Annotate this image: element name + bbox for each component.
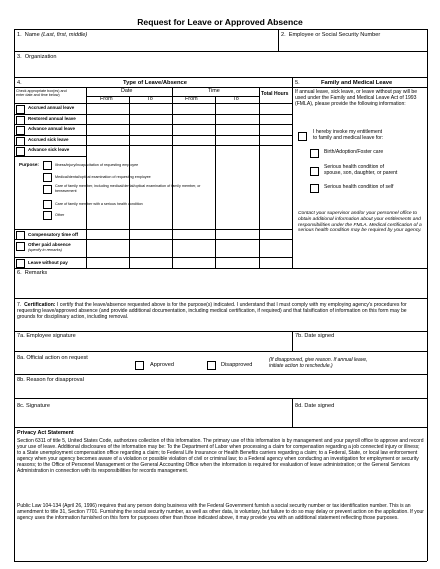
- purpose-other-checkbox[interactable]: [43, 211, 52, 220]
- time-from-header: From: [185, 96, 198, 102]
- privacy-title: Privacy Act Statement: [17, 430, 74, 436]
- time-to-header: To: [233, 96, 239, 102]
- disapproval-note: (If disapproved, give reason. If annual leave, initiate action to reschedule.): [269, 357, 368, 369]
- purpose-text: Other: [55, 213, 65, 217]
- rule: [292, 77, 293, 268]
- accrued-annual-checkbox[interactable]: [16, 105, 25, 114]
- rule: [215, 96, 216, 229]
- purpose-text: Care of family member with a serious health condition: [55, 202, 143, 206]
- advance-sick-checkbox[interactable]: [16, 147, 25, 156]
- invoke-text: I hereby invoke my entitlement to family and medical leave for:: [313, 129, 384, 141]
- rule: [14, 87, 427, 88]
- official-action-label: 8a. Official action on request: [17, 355, 88, 361]
- rule: [14, 124, 292, 125]
- certification-text: 7. Certification: I certify that the leave/absence requested above is for the purpose(s) indicated. I understand that I must comply with my employing agency's procedures for requesting leave/approved absence (and provide additional documentation, including medical certification, if required) and that falsification of information on this form may be grounds for disciplinary action, including removal.: [17, 302, 407, 321]
- organization-label: 3. Organization: [17, 54, 57, 60]
- purpose-illness-checkbox[interactable]: [43, 161, 52, 170]
- rule: [14, 77, 427, 78]
- date-from-header: From: [100, 96, 113, 102]
- rule: [14, 51, 427, 52]
- leave-type-label: Accrued sick leave: [28, 137, 69, 142]
- section-5-number: 5.: [295, 80, 300, 86]
- lwop-label: Leave without pay: [28, 260, 68, 265]
- rule: [14, 257, 292, 258]
- rule: [14, 298, 427, 299]
- self-condition-label: Serious health condition of self: [324, 184, 394, 190]
- purpose-text: Illness/injury/incapacitation of requesting employee: [55, 163, 139, 167]
- privacy-paragraph-1: Section 6311 of title 5, United States Code, authorizes collection of this information. The primary use of this information is by management and your payroll office to approve and record your use of leave. Additional disclosures of the information may be: To the Department of Labor when processing a claim for compensation regarding a job connected injury or illness; to a State unemployment compensation office regarding a claim; to Federal Life Insurance or Health Benefits carriers regarding a claim; to a Federal, State, or local law enforcement agency when your agency becomes aware of a violation or possible violation of civil or criminal law; to a Federal agency when conducting an investigation for employment or security reasons; to the Office of Personnel Management or the General Accounting Office when the information is required for evaluation of leave administration; or the General Services Administration in connection with its responsibilities for records management.: [17, 438, 424, 475]
- rule: [86, 87, 87, 229]
- rule: [14, 331, 427, 332]
- lwop-checkbox[interactable]: [16, 259, 25, 268]
- total-hours-header: Total Hours: [261, 91, 289, 97]
- check-hint: Check appropriate box(es) and enter date and time below): [16, 89, 67, 98]
- comp-time-label: Compensatory time off: [28, 232, 79, 237]
- purpose-exam-checkbox[interactable]: [43, 173, 52, 182]
- rule: [14, 398, 427, 399]
- disapproved-checkbox[interactable]: [207, 361, 216, 370]
- rule: [14, 114, 292, 115]
- birth-adoption-label: Birth/Adoption/Foster care: [324, 149, 384, 155]
- rule: [129, 229, 130, 268]
- official-signature-label: 8c. Signature: [17, 403, 50, 409]
- frame-left: [14, 29, 15, 561]
- advance-annual-checkbox[interactable]: [16, 126, 25, 135]
- rule: [215, 229, 216, 268]
- rule: [278, 29, 279, 51]
- family-condition-label: Serious health condition of spouse, son, daughter, or parent: [324, 164, 398, 176]
- purpose-label: Purpose:: [19, 162, 39, 167]
- fmla-contact-note: Contact your supervisor and/or your personnel office to obtain additional information about your entitlements and responsibilities under the FMLA. Medical certification of a serious health condition may be required by your agency.: [298, 211, 422, 234]
- official-date-label: 8d. Date signed: [295, 403, 335, 409]
- frame-right: [427, 29, 428, 561]
- self-condition-checkbox[interactable]: [310, 184, 319, 193]
- rule: [14, 145, 292, 146]
- fmla-intro: If annual leave, sick leave, or leave without pay will be used under the Family and Medical Leave Act of 1993 (FMLA), please provide the following information:: [295, 89, 418, 107]
- date-to-header: To: [147, 96, 153, 102]
- birth-adoption-checkbox[interactable]: [310, 149, 319, 158]
- section-4-number: 4.: [17, 80, 22, 86]
- approved-label: Approved: [150, 362, 174, 368]
- name-label: 1. Name (Last, first, middle): [17, 32, 88, 38]
- rule: [14, 103, 292, 104]
- purpose-text: bereavement: [55, 189, 77, 193]
- form-title: Request for Leave or Approved Absence: [137, 17, 303, 27]
- rule: [292, 398, 293, 427]
- rule: [172, 87, 173, 229]
- purpose-text: Care of family member, including medical/dental/optical examination of family member, or: [55, 184, 201, 188]
- rule: [14, 29, 427, 30]
- privacy-paragraph-2: Public Law 104-134 (April 26, 1996) requires that any person doing business with the Federal Government furnish a social security number or tax identification number. This is an amendment to title 31, Section 7701. Furnishing the social security number, as well as other data, is voluntary, but failure to do so may delay or prevent action on the application. If your agency uses the information furnished on this form for purposes other than those indicated above, it may provide you with an additional statement reflecting those purposes.: [17, 503, 424, 522]
- family-condition-checkbox[interactable]: [310, 167, 319, 176]
- rule: [86, 229, 87, 268]
- purpose-family-care-checkbox[interactable]: [43, 185, 52, 194]
- disapproval-reason-label: 8b. Reason for disapproval: [17, 377, 84, 383]
- rule: [14, 156, 86, 157]
- other-paid-hint: (specify in remarks): [28, 247, 62, 252]
- time-header: Time: [208, 88, 220, 94]
- remarks-label: 6. Remarks: [17, 270, 48, 276]
- rule: [14, 229, 292, 230]
- rule: [14, 351, 427, 352]
- fmla-header: Family and Medical Leave: [321, 80, 393, 86]
- rule: [14, 427, 427, 428]
- other-paid-label: Other paid absence: [28, 242, 71, 247]
- rule: [14, 374, 427, 375]
- rule: [14, 561, 427, 562]
- employee-number-label: 2. Employee or Social Security Number: [281, 32, 381, 38]
- date-header: Date: [121, 88, 133, 94]
- leave-type-label: Advance sick leave: [28, 147, 70, 152]
- rule: [14, 239, 292, 240]
- invoke-checkbox[interactable]: [298, 132, 307, 141]
- rule: [259, 229, 260, 268]
- purpose-text: Medical/dental/optical examination of requesting employee: [55, 175, 151, 179]
- leave-type-header: Type of Leave/Absence: [123, 80, 188, 86]
- rule: [292, 331, 293, 351]
- rule: [259, 87, 260, 229]
- leave-type-label: Advance annual leave: [28, 126, 76, 131]
- date-signed-label: 7b. Date signed: [295, 333, 335, 339]
- other-paid-checkbox[interactable]: [16, 242, 25, 251]
- rule: [172, 229, 173, 268]
- approved-checkbox[interactable]: [135, 361, 144, 370]
- leave-type-label: Accrued annual leave: [28, 105, 75, 110]
- disapproved-label: Disapproved: [221, 362, 253, 368]
- rule: [14, 268, 427, 269]
- rule: [14, 135, 292, 136]
- purpose-serious-condition-checkbox[interactable]: [43, 200, 52, 209]
- leave-type-label: Restored annual leave: [28, 116, 76, 121]
- employee-signature-label: 7a. Employee signature: [17, 333, 76, 339]
